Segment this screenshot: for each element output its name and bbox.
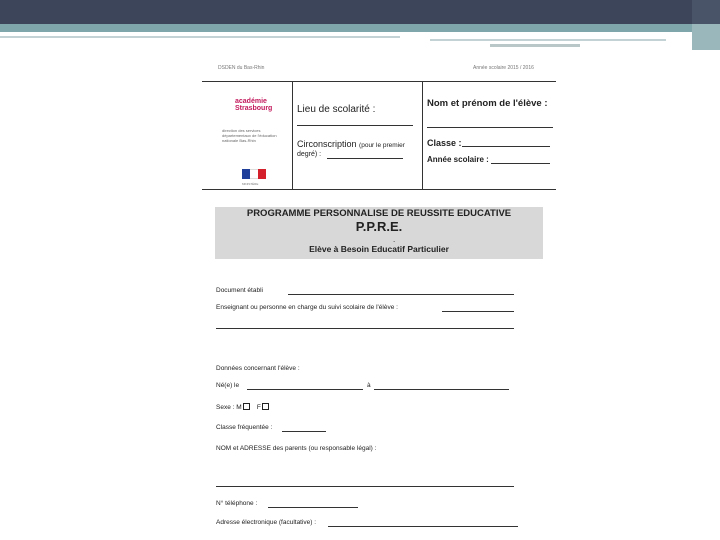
logo-title: académie Strasbourg [235, 98, 273, 112]
banner-title: PROGRAMME PERSONNALISE DE REUSSITE EDUCATIVE [246, 208, 512, 219]
annee-scolaire-label: Année scolaire : [427, 155, 489, 164]
top-dark-bar [0, 0, 692, 24]
banner-subtitle: Elève à Besoin Educatif Particulier [309, 244, 449, 254]
adresse-parents-line[interactable] [216, 486, 514, 487]
title-banner [215, 207, 543, 259]
logo-subtitle: direction des services départementaux de l'éducation nationale Bas-Rhin [222, 128, 277, 143]
adresse-email-label: Adresse électronique (facultative) : [216, 519, 317, 526]
document-etabli-label: Document établi [216, 287, 263, 294]
donnees-eleve-label: Données concernant l'élève : [216, 365, 300, 372]
top-corner-block [692, 0, 720, 24]
document-etabli-line[interactable] [288, 294, 514, 295]
banner-dot: . [393, 235, 396, 244]
ne-le-label: Né(e) le [216, 382, 240, 389]
telephone-label: N° téléphone : [216, 500, 258, 507]
lieu-naissance-line[interactable] [374, 389, 509, 390]
lieu-scolarite-line[interactable] [297, 125, 413, 126]
banner-acronym: P.P.R.E. [355, 219, 403, 234]
light-rule-left [0, 36, 400, 38]
telephone-line[interactable] [268, 507, 358, 508]
sexe-f-checkbox[interactable] [262, 403, 269, 410]
nom-eleve-label: Nom et prénom de l'élève : [427, 98, 548, 109]
adresse-email-line[interactable] [328, 526, 518, 527]
academy-logo [202, 82, 292, 188]
enseignant-line-1[interactable] [442, 311, 514, 312]
annee-scolaire-line[interactable] [491, 163, 550, 164]
nom-adresse-parents-label: NOM et ADRESSE des parents (ou responsable légal) : [216, 445, 377, 452]
republic-flag-icon [242, 169, 266, 179]
sexe-field: Sexe : M F [216, 403, 269, 411]
classe-line[interactable] [462, 146, 550, 147]
teal-accent-bar [0, 24, 720, 32]
info-box-divider-1 [292, 81, 293, 189]
enseignant-line-2[interactable] [216, 328, 514, 329]
header-left-text: DSDEN du Bas-Rhin [218, 65, 265, 71]
flag-caption: MINISTÈRE [242, 182, 259, 186]
lieu-scolarite-label: Lieu de scolarité : [297, 104, 376, 115]
classe-frequentee-label: Classe fréquentée : [216, 424, 273, 431]
enseignant-label: Enseignant ou personne en charge du suivi scolaire de l'élève : [216, 304, 398, 311]
circonscription-label: Circonscription (pour le premier [297, 139, 405, 149]
teal-corner-block [692, 24, 720, 50]
header-right-text: Année scolaire 2015 / 2016 [473, 65, 534, 71]
info-box-divider-2 [422, 81, 423, 189]
classe-frequentee-line[interactable] [282, 431, 326, 432]
ne-le-line[interactable] [247, 389, 363, 390]
nom-eleve-line[interactable] [427, 127, 553, 128]
classe-label: Classe : [427, 138, 462, 148]
sexe-m-checkbox[interactable] [243, 403, 250, 410]
light-rule-right [430, 39, 666, 41]
circonscription-label-2: degré) : [297, 151, 322, 158]
grey-rule [490, 44, 580, 47]
lieu-naissance-label: à [367, 382, 371, 389]
circonscription-line[interactable] [327, 158, 403, 159]
